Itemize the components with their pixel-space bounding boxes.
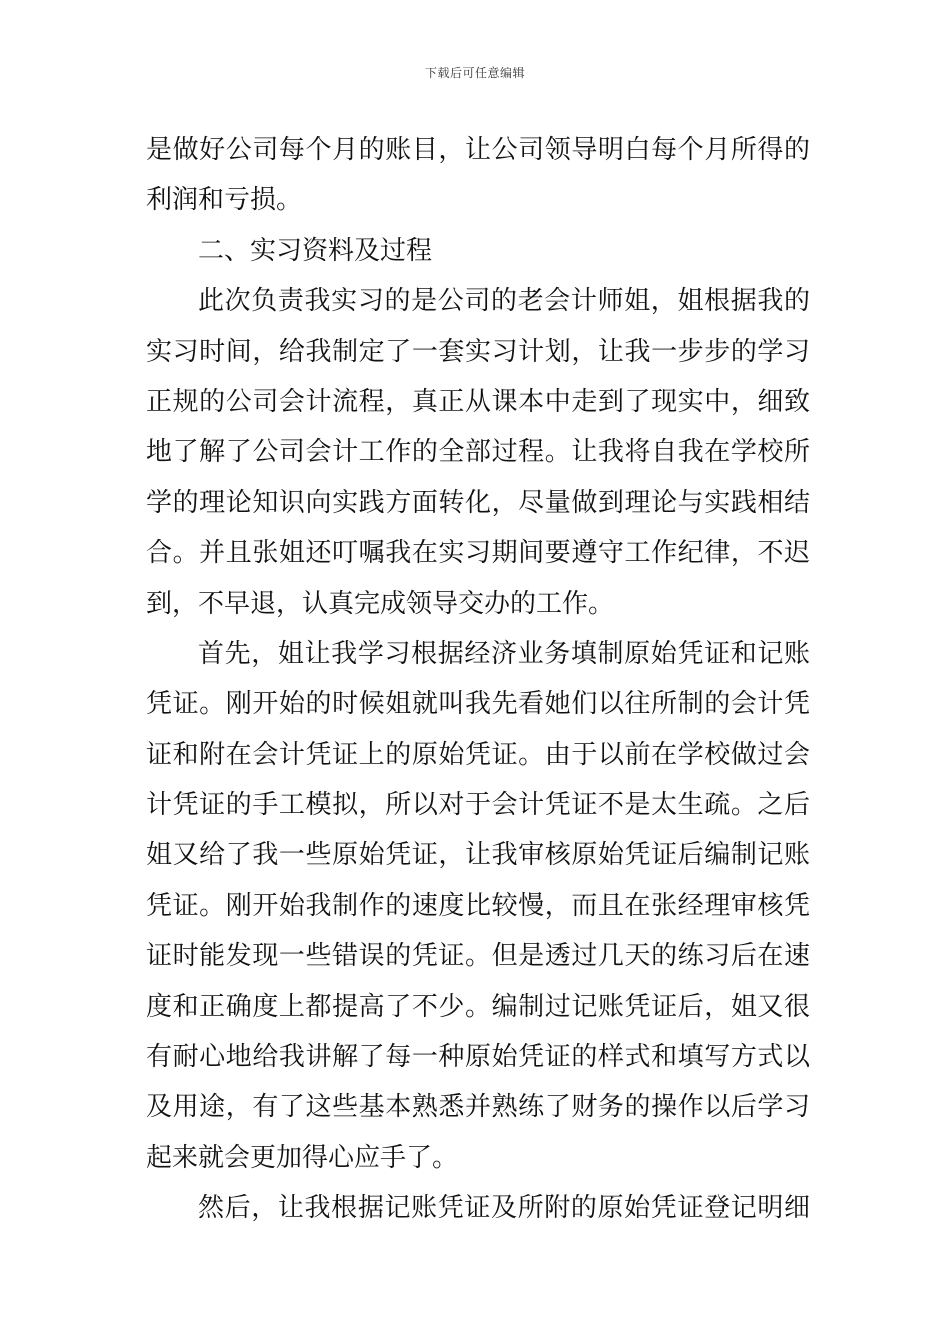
text-line: 证时能发现一些错误的凭证。但是透过几天的练习后在速 [146, 941, 810, 972]
text-line: 是做好公司每个月的账目，让公司领导明白每个月所得的 [146, 135, 810, 165]
text-line: 地了解了公司会计工作的全部过程。让我将自我在学校所 [146, 437, 810, 468]
text-line: 实习时间，给我制定了一套实习计划，让我一步步的学习 [146, 336, 810, 367]
text-line: 然后，让我根据记账凭证及所附的原始凭证登记明细 [198, 1193, 810, 1224]
text-line: 利润和亏损。 [146, 185, 303, 216]
text-line: 及用途，有了这些基本熟悉并熟练了财务的操作以后学习 [146, 1092, 810, 1123]
text-line: 到，不早退，认真完成领导交办的工作。 [146, 588, 615, 619]
text-line: 首先，姐让我学习根据经济业务填制原始凭证和记账 [198, 638, 810, 669]
text-line: 学的理论知识向实践方面转化，尽量做到理论与实践相结 [146, 487, 810, 518]
text-line: 姐又给了我一些原始凭证，让我审核原始凭证后编制记账 [146, 840, 810, 871]
text-line: 正规的公司会计流程，真正从课本中走到了现实中，细致 [146, 386, 810, 417]
document-body [146, 125, 810, 1234]
text-line: 证和附在会计凭证上的原始凭证。由于以前在学校做过会 [146, 739, 810, 770]
text-line: 合。并且张姐还叮嘱我在实习期间要遵守工作纪律，不迟 [146, 538, 810, 569]
text-line: 此次负责我实习的是公司的老会计师姐，姐根据我的 [198, 286, 810, 317]
text-line: 有耐心地给我讲解了每一种原始凭证的样式和填写方式以 [146, 1042, 810, 1073]
section-heading: 二、实习资料及过程 [198, 235, 433, 266]
text-line: 计凭证的手工模拟，所以对于会计凭证不是太生疏。之后 [146, 790, 810, 821]
page-header: 下载后可任意编辑 [424, 66, 525, 80]
text-line: 凭证。刚开始的时候姐就叫我先看她们以往所制的会计凭 [146, 689, 810, 720]
text-line: 起来就会更加得心应手了。 [146, 1142, 459, 1173]
text-line: 度和正确度上都提高了不少。编制过记账凭证后，姐又很 [146, 991, 810, 1022]
text-line: 凭证。刚开始我制作的速度比较慢，而且在张经理审核凭 [146, 890, 810, 921]
